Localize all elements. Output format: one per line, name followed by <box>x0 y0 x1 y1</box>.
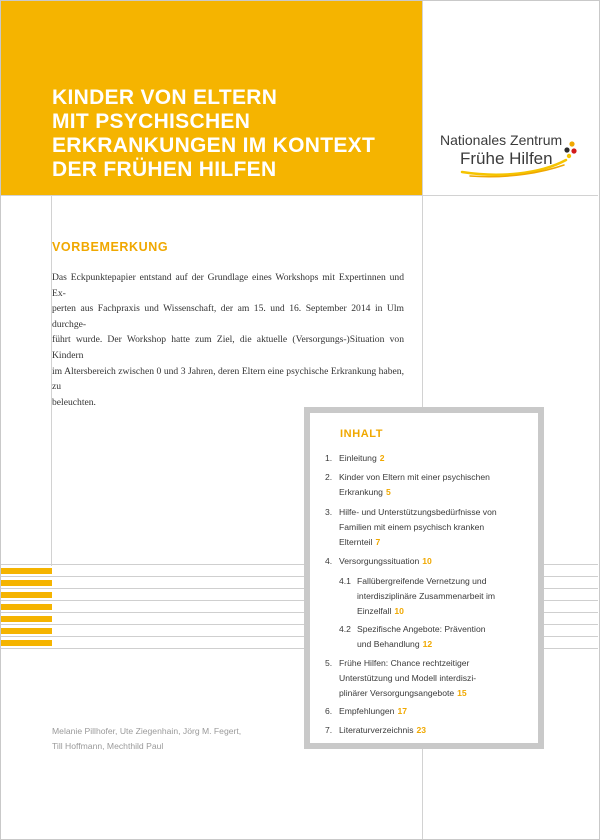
toc-line: Hilfe- und Unterstützungsbedürfnisse von <box>339 507 497 517</box>
title-line-3: ERKRANKUNGEN IM KONTEXT <box>52 134 376 157</box>
toc-number: 5. <box>325 658 333 668</box>
preface-heading: VORBEMERKUNG <box>52 240 169 254</box>
toc-page: 10 <box>394 605 404 616</box>
preface-line: im Altersbereich zwischen 0 und 3 Jahren, deren Eltern eine psychische Erkrankung haben, zu <box>52 365 404 393</box>
preface-line: führt wurde. Der Workshop hatte zum Ziel, die aktuelle (Versorgungs-)Situation von Kindern <box>52 334 404 361</box>
stripe-accent <box>1 580 52 586</box>
preface-text <box>52 270 404 410</box>
toc-line: Einzelfall <box>357 605 392 616</box>
stripe-accent <box>1 604 52 610</box>
title-line-2: MIT PSYCHISCHEN <box>52 110 251 133</box>
toc-line: Kinder von Eltern mit einer psychischen <box>339 472 490 482</box>
title-line-4: DER FRÜHEN HILFEN <box>52 158 277 181</box>
toc-number: 6. <box>325 706 333 716</box>
preface-line: perten aus Fachpraxis und Wissenschaft, der am 15. und 16. September 2014 in Ulm durchge- <box>52 303 404 330</box>
toc-number: 1. <box>325 453 333 463</box>
toc-page: 2 <box>379 453 385 463</box>
toc-line: Unterstützung und Modell interdiszi- <box>339 672 477 683</box>
stripe-accent <box>1 640 52 646</box>
toc-line: Erkrankung <box>339 486 383 497</box>
toc-page: 5 <box>385 486 391 497</box>
divider-horizontal-header <box>1 195 598 196</box>
stripe-accent <box>1 616 52 622</box>
nzfh-logo <box>440 132 590 182</box>
toc-line: Empfehlungen <box>339 706 395 716</box>
toc-line: Spezifische Angebote: Prävention <box>357 624 486 634</box>
toc-line: Familien mit einem psychisch kranken <box>339 521 485 532</box>
toc-number: 4.1 <box>339 576 351 586</box>
stripe-accent <box>1 592 52 598</box>
toc-number: 7. <box>325 725 333 735</box>
toc-box <box>304 407 544 749</box>
toc-number: 2. <box>325 472 333 482</box>
authors <box>52 724 241 754</box>
toc-line: Einleitung <box>339 453 377 463</box>
toc-line: und Behandlung <box>357 638 420 649</box>
toc-page: 10 <box>422 556 432 566</box>
toc-line: Fallübergreifende Vernetzung und <box>357 576 487 586</box>
stripe-accent <box>1 568 52 574</box>
toc-page: 7 <box>375 536 381 547</box>
toc-line: Literaturverzeichnis <box>339 725 414 735</box>
toc-line: Versorgungssituation <box>339 556 420 566</box>
title-line-1: KINDER VON ELTERN <box>52 86 278 109</box>
authors-line-1: Melanie Pillhofer, Ute Ziegenhain, Jörg M. Fegert, <box>52 726 242 736</box>
toc-line: plinärer Versorgungsangebote <box>339 687 455 698</box>
toc-line: Frühe Hilfen: Chance rechtzeitiger <box>339 658 470 668</box>
preface-line: Das Eckpunktepapier entstand auf der Grundlage eines Workshops mit Expertinnen und Ex- <box>52 272 404 299</box>
logo-swoosh-icon <box>440 132 590 182</box>
toc-number: 4.2 <box>339 624 351 634</box>
page-title <box>52 86 422 182</box>
toc-line: interdisziplinäre Zusammenarbeit im <box>357 590 496 601</box>
toc-line: Elternteil <box>339 536 373 547</box>
toc-number: 4. <box>325 556 333 566</box>
toc-page: 15 <box>457 687 467 698</box>
toc-page: 12 <box>422 638 433 649</box>
stripe-accent <box>1 628 52 634</box>
preface-line: beleuchten. <box>52 396 96 408</box>
logo-line-2: Frühe Hilfen <box>460 149 553 168</box>
toc-page: 17 <box>397 706 407 716</box>
logo-line-1: Nationales Zentrum <box>440 132 563 148</box>
toc-heading: INHALT <box>340 428 384 440</box>
toc-number: 3. <box>325 507 333 517</box>
authors-line-2: Till Hoffmann, Mechthild Paul <box>52 741 164 751</box>
toc-page: 23 <box>416 725 427 735</box>
